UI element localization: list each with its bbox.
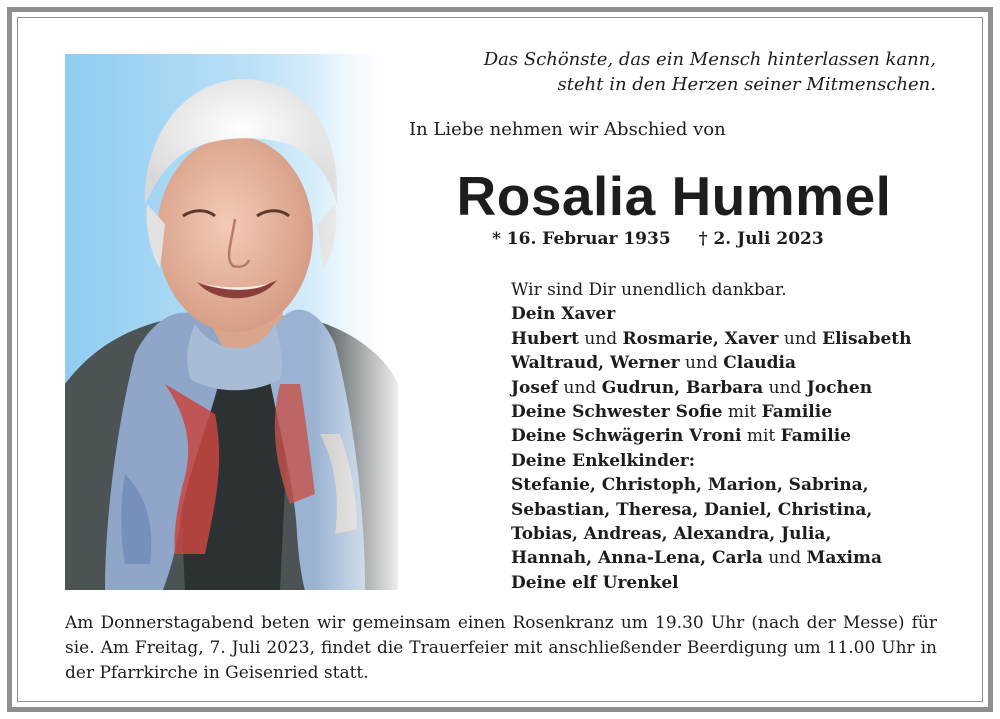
mourner-line	[511, 376, 911, 400]
mourner-line	[511, 302, 911, 326]
mourner-line	[511, 498, 911, 522]
mourner-segment: Barbara	[685, 377, 764, 398]
death-date: † 2. Juli 2023	[698, 229, 824, 249]
intro-text: In Liebe nehmen wir Abschied von	[409, 119, 726, 140]
mourner-line	[511, 522, 911, 546]
mourner-segment: Familie	[780, 426, 851, 447]
mourner-segment: ,	[598, 353, 611, 374]
mourner-segment: Familie	[761, 402, 833, 423]
mourner-lines	[511, 302, 911, 595]
mourner-segment: und	[558, 377, 602, 398]
mourner-segment: und	[679, 353, 724, 374]
mourner-line	[511, 571, 911, 595]
mourner-line	[511, 449, 911, 473]
mourner-segment: mit	[722, 402, 762, 423]
mourner-segment: Hubert	[511, 328, 579, 349]
mourner-segment: Tobias, Andreas, Alexandra, Julia,	[511, 524, 832, 545]
mourner-line	[511, 327, 911, 351]
mourner-line	[511, 400, 911, 424]
thanks-line: Wir sind Dir unendlich dankbar.	[511, 280, 787, 300]
mourner-segment: und	[762, 548, 807, 569]
mourner-segment: Rosmarie	[622, 328, 713, 349]
mourners-list	[511, 278, 911, 595]
mourner-line	[511, 473, 911, 497]
mourner-segment: ,	[712, 328, 725, 349]
deceased-name: Rosalia Hummel	[456, 165, 892, 227]
mourner-segment: Deine Enkelkinder:	[511, 450, 696, 471]
mourner-segment: Deine Schwägerin Vroni	[511, 426, 742, 447]
mourner-segment: Dein Xaver	[511, 304, 616, 325]
mourner-segment: Elisabeth	[822, 328, 912, 349]
mourner-segment: Sebastian, Theresa, Daniel, Christina,	[511, 499, 873, 520]
birth-date: * 16. Februar 1935	[492, 229, 671, 249]
mourner-line	[511, 424, 911, 448]
mourner-segment: Stefanie, Christoph, Marion, Sabrina,	[511, 475, 869, 496]
mourner-line	[511, 546, 911, 570]
mourner-segment: Deine Schwester Sofie	[511, 402, 723, 423]
mourner-segment: mit	[741, 426, 781, 447]
mourner-segment: Xaver	[724, 328, 779, 349]
epitaph-quote	[420, 47, 936, 97]
mourner-segment: Deine elf Urenkel	[511, 572, 679, 593]
mourner-segment: Waltraud	[511, 353, 599, 374]
mourner-segment: und	[763, 377, 807, 398]
quote-line-1: Das Schönste, das ein Mensch hinterlassen kann,	[483, 49, 936, 70]
mourner-segment: und	[578, 328, 623, 349]
mourner-segment: Gudrun	[601, 377, 675, 398]
mourner-segment: Maxima	[806, 548, 882, 569]
service-notice: Am Donnerstagabend beten wir gemeinsam einen Rosenkranz um 19.30 Uhr (nach der Messe) für sie. Am Freitag, 7. Juli 2023, findet die Trauerfeier mit anschließender Beerdigung um 11.00 Uhr in der Pfarrkirche in Geisenried statt.	[65, 613, 937, 683]
mourner-segment: Werner	[610, 353, 680, 374]
quote-line-2: steht in den Herzen seiner Mitmenschen.	[557, 74, 936, 95]
mourner-segment: Hannah, Anna-Lena, Carla	[511, 548, 763, 569]
mourner-segment: Josef	[511, 377, 559, 398]
mourner-segment: und	[778, 328, 823, 349]
life-dates	[492, 229, 824, 249]
portrait-photo	[65, 54, 398, 590]
mourner-segment: ,	[674, 377, 686, 398]
mourner-segment: Jochen	[806, 377, 873, 398]
mourner-segment: Claudia	[723, 353, 796, 374]
mourner-line	[511, 351, 911, 375]
